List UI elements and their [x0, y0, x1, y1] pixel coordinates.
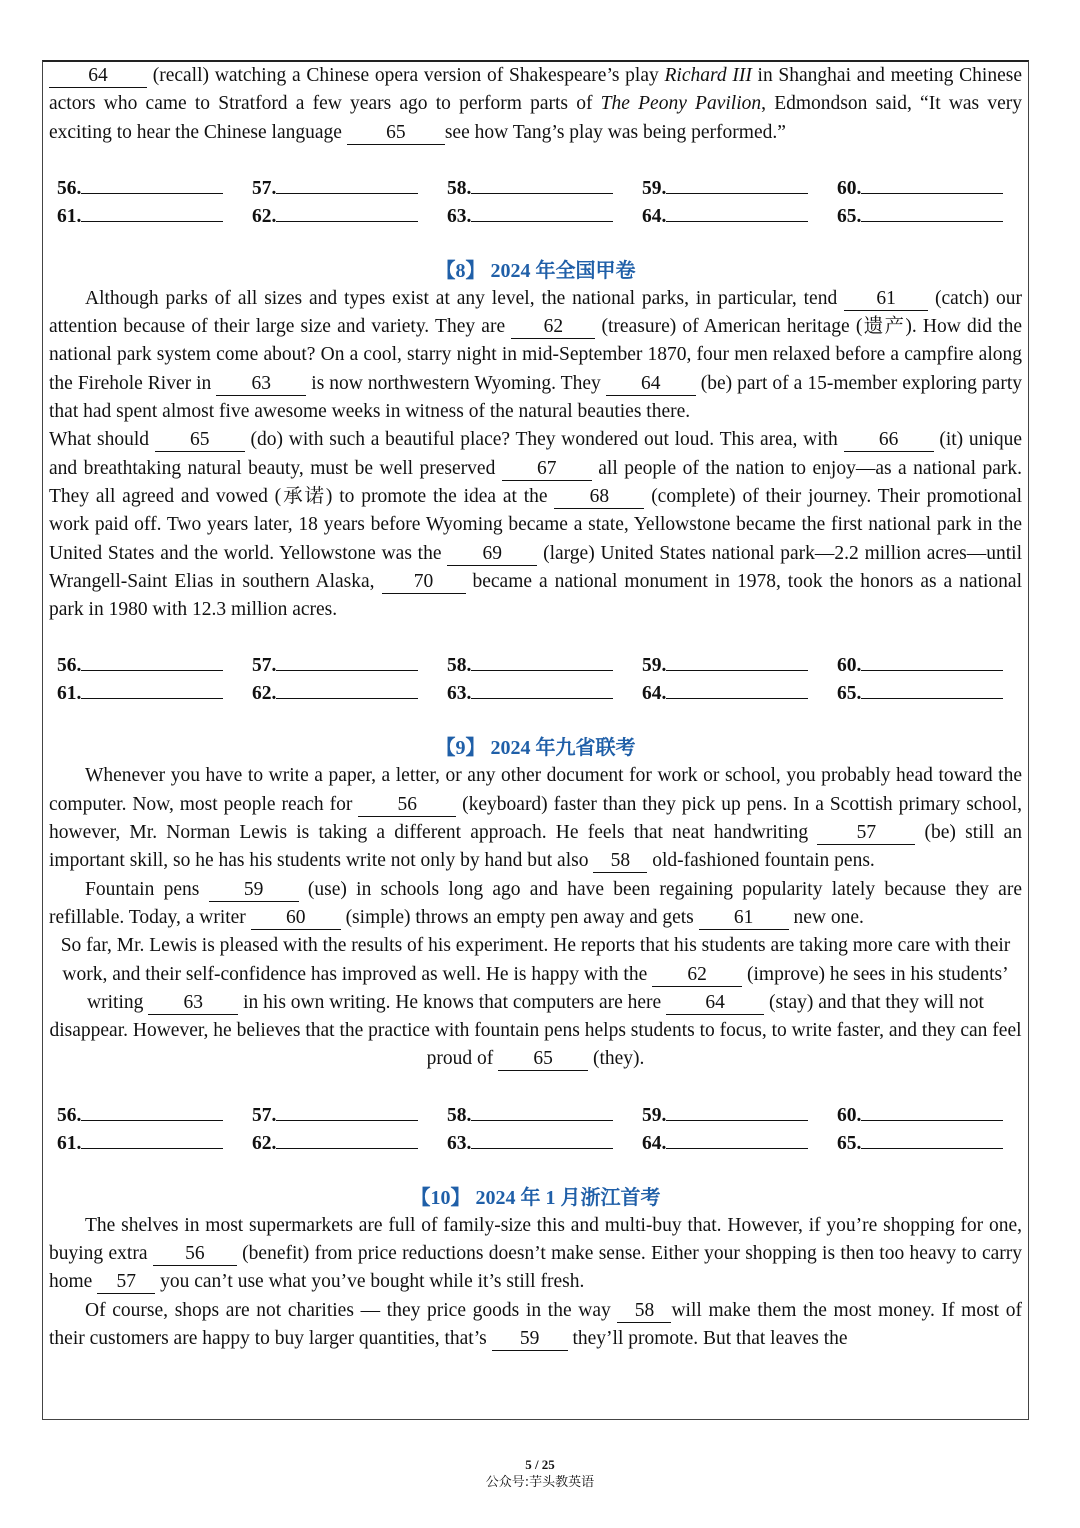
blank-62[interactable]: 62 — [652, 964, 742, 987]
answer-64[interactable]: 64. — [642, 1130, 837, 1158]
answer-62[interactable]: 62. — [252, 203, 447, 231]
answer-59[interactable]: 59. — [642, 652, 837, 680]
answer-grid-9 — [49, 1102, 1022, 1158]
answer-grid-8 — [49, 652, 1022, 708]
passage-9-paragraph-2: Fountain pens 59 (use) in schools long ago and have been regaining popularity lately because they are refillable. Today, a writer 60 (simple) throws an empty pen away and gets 61 new one. — [49, 878, 1022, 928]
answer-65[interactable]: 65. — [837, 203, 1032, 231]
blank-69[interactable]: 69 — [447, 543, 537, 566]
page-footer — [0, 1456, 1080, 1492]
blank-61[interactable]: 61 — [844, 288, 928, 311]
answer-60[interactable]: 60. — [837, 1102, 1032, 1130]
blank-67[interactable]: 67 — [502, 458, 592, 481]
footer-source: 公众号:芋头教英语 — [485, 1475, 595, 1490]
passage-10-paragraph-2: Of course, shops are not charities — they price goods in the way 58 will make them the most money. If most of their customers are happy to buy larger quantities, that’s 59 they’ll promote. But that leaves the — [49, 1299, 1023, 1349]
answer-65[interactable]: 65. — [837, 1130, 1032, 1158]
blank-63[interactable]: 63 — [216, 373, 306, 396]
blank-66[interactable]: 66 — [844, 429, 934, 452]
answer-63[interactable]: 63. — [447, 203, 642, 231]
passage-10-paragraph-1: The shelves in most supermarkets are full of family-size this and multi-buy that. However, if you’re shopping for one, buying extra 56 (benefit) from price reductions doesn’t make sense. Either your shopping is then too heavy to carry home 57 you can’t use what you’ve bought while it’s still fresh. — [49, 1214, 1023, 1293]
answer-63[interactable]: 63. — [447, 680, 642, 708]
blank-63[interactable]: 63 — [148, 992, 238, 1015]
answer-56[interactable]: 56. — [57, 175, 252, 203]
passage-8-paragraph-2: What should 65 (do) with such a beautiful place? They wondered out loud. This area, with 66 (it) unique and breathtaking natural beauty, must be well preserved 67 all people of the nation to enjoy—as a national park. They all agreed and vowed (承诺) to promote the idea at the 68 (complete) of their journey. Their promotional work paid off. Two years later, 18 years before Wyoming became a state, Yellowstone became the first national park in the United States and the world. Yellowstone was the 69 (large) United States national park—2.2 million acres—until Wrangell-Saint Elias in southern Alaska, 70 became a national monument in 1978, took the honors as a national park in 1980 with 12.3 million acres. — [49, 429, 1022, 621]
answer-63[interactable]: 63. — [447, 1130, 642, 1158]
answer-59[interactable]: 59. — [642, 1102, 837, 1130]
answer-60[interactable]: 60. — [837, 175, 1032, 203]
blank-60[interactable]: 60 — [251, 907, 341, 930]
answer-56[interactable]: 56. — [57, 1102, 252, 1130]
answer-grid-7 — [49, 175, 1022, 231]
answer-57[interactable]: 57. — [252, 652, 447, 680]
blank-65[interactable]: 65 — [347, 122, 445, 145]
answer-62[interactable]: 62. — [252, 1130, 447, 1158]
blank-64[interactable]: 64 — [606, 373, 696, 396]
blank-68[interactable]: 68 — [554, 486, 644, 509]
answer-62[interactable]: 62. — [252, 680, 447, 708]
answer-58[interactable]: 58. — [447, 1102, 642, 1130]
blank-61[interactable]: 61 — [699, 907, 789, 930]
blank-64[interactable]: 64 — [666, 992, 764, 1015]
answer-59[interactable]: 59. — [642, 175, 837, 203]
answer-64[interactable]: 64. — [642, 680, 837, 708]
section-10-heading: 【10】 2024 年 1 月浙江首考 — [410, 1186, 661, 1209]
answer-61[interactable]: 61. — [57, 203, 252, 231]
blank-56[interactable]: 56 — [153, 1243, 237, 1266]
passage-9-paragraph-3: So far, Mr. Lewis is pleased with the results of his experiment. He reports that his students are taking more care with their work, and their self-confidence has improved as well. He is happy with the 62 (improve) he sees in his students’ writing 63 in his own writing. He knows that computers are here 64 (stay) and that they will not disappear. However, he believes that the practice with fountain pens helps students to focus, to write faster, and they can feel proud of 65 (they). — [49, 935, 1022, 1070]
blank-70[interactable]: 70 — [382, 571, 466, 594]
answer-60[interactable]: 60. — [837, 652, 1032, 680]
passage-9-paragraph-1: Whenever you have to write a paper, a letter, or any other document for work or school, you probably head toward the computer. Now, most people reach for 56 (keyboard) faster than they pick up pens. In a Scottish primary school, however, Mr. Norman Lewis is taking a different approach. He feels that neat handwriting 57 (be) still an important skill, so he has his students write not only by hand but also 58 old-fashioned fountain pens. — [49, 765, 1023, 872]
passage-8-paragraph-1: Although parks of all sizes and types exist at any level, the national parks, in particular, tend 61 (catch) our attention because of their large size and variety. They are 62 (treasure) of American heritage (遗产). How did the national park system come about? On a cool, starry night in mid-September 1870, four men relaxed before a campfire along the Firehole River in 63 is now northwestern Wyoming. They 64 (be) part of a 15-member exploring party that had spent almost five awesome weeks in witness of the natural beauties there. — [49, 287, 1022, 423]
page-number: 5 / 25 — [525, 1457, 555, 1472]
page-content — [49, 62, 1022, 1353]
blank-62[interactable]: 62 — [511, 316, 595, 339]
answer-56[interactable]: 56. — [57, 652, 252, 680]
section-9-heading: 【9】 2024 年九省联考 — [435, 737, 636, 760]
answer-58[interactable]: 58. — [447, 175, 642, 203]
answer-61[interactable]: 61. — [57, 680, 252, 708]
answer-57[interactable]: 57. — [252, 1102, 447, 1130]
blank-64[interactable]: 64 — [49, 65, 147, 88]
answer-65[interactable]: 65. — [837, 680, 1032, 708]
answer-57[interactable]: 57. — [252, 175, 447, 203]
blank-56[interactable]: 56 — [358, 794, 456, 817]
answer-61[interactable]: 61. — [57, 1130, 252, 1158]
blank-59[interactable]: 59 — [492, 1328, 568, 1351]
blank-57[interactable]: 57 — [817, 822, 915, 845]
section-8-heading: 【8】 2024 年全国甲卷 — [435, 259, 636, 282]
blank-57[interactable]: 57 — [97, 1271, 155, 1294]
answer-64[interactable]: 64. — [642, 203, 837, 231]
passage-7-paragraph: 64 (recall) watching a Chinese opera version of Shakespeare’s play Richard III in Shanghai and meeting Chinese actors who came to Stratford a few years ago to perform parts of The Peony Pavilion, Edmondson said, “It was very exciting to hear the Chinese language 65 see how Tang’s play was being performed.” — [49, 65, 1022, 143]
blank-65[interactable]: 65 — [498, 1048, 588, 1071]
answer-58[interactable]: 58. — [447, 652, 642, 680]
blank-58[interactable]: 58 — [617, 1300, 671, 1323]
blank-65[interactable]: 65 — [155, 429, 245, 452]
blank-59[interactable]: 59 — [209, 879, 299, 902]
blank-58[interactable]: 58 — [593, 850, 647, 873]
